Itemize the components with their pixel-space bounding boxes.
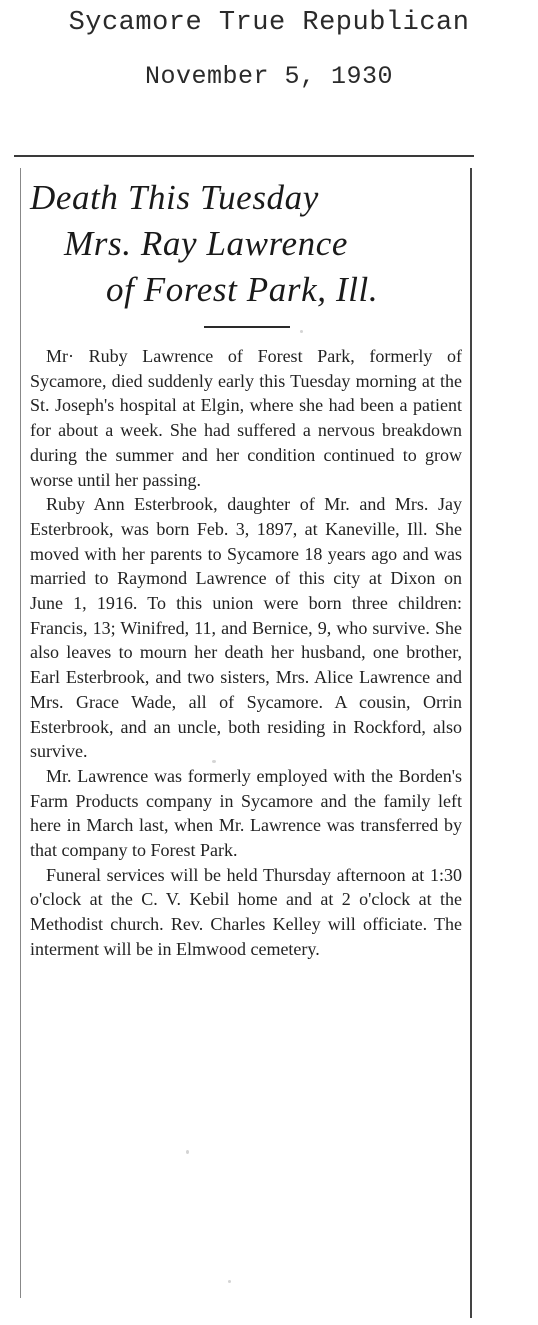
- article-paragraph-1: Mr· Ruby Lawrence of Forest Park, formerly of Sycamore, died suddenly early this Tuesday morning at the St. Joseph's hospital at Elgin, where she had been a patient for about a week. She had suffered a nervous breakdown during the summer and her condition continued to grow worse until her passing.: [30, 346, 462, 490]
- article-paragraph-2: Ruby Ann Esterbrook, daughter of Mr. and Mrs. Jay Esterbrook, was born Feb. 3, 1897, at Kaneville, Ill. She moved with her parents to Sycamore 18 years ago and was married to Raymond Lawrence of this city at Dixon on June 1, 1916. To this union were born three children: Francis, 13; Winifred, 11, and Bernice, 9, who survive. She also leaves to mourn her death her husband, one brother, Earl Esterbrook, and two sisters, Mrs. Alice Lawrence and Mrs. Grace Wade, all of Sycamore. A cousin, Orrin Esterbrook, and an uncle, both residing in Rockford, also survive.: [30, 494, 462, 762]
- clipping-top-border: [14, 155, 474, 157]
- article-paragraph-3: Mr. Lawrence was formerly employed with the Borden's Farm Products company in Sycamore and the family left here in March last, when Mr. Lawrence was transferred by that company to Forest Park.: [30, 765, 462, 861]
- headline-line-1: Death This Tuesday: [30, 178, 319, 217]
- newspaper-name: Sycamore True Republican: [68, 8, 470, 38]
- print-speckle: [186, 1150, 189, 1154]
- print-speckle: [300, 330, 303, 333]
- clipping-left-border: [20, 168, 21, 1298]
- print-speckle: [212, 760, 216, 763]
- headline-line-3: of Forest Park, Ill.: [106, 270, 379, 309]
- clipping-right-border: [470, 168, 472, 1318]
- obituary-article: [30, 344, 462, 962]
- headline-line-2: Mrs. Ray Lawrence: [64, 224, 348, 263]
- publication-date: November 5, 1930: [144, 62, 394, 91]
- print-speckle: [228, 1280, 231, 1283]
- article-paragraph-4: Funeral services will be held Thursday afternoon at 1:30 o'clock at the C. V. Kebil home and at 2 o'clock at the Methodist church. Rev. Charles Kelley will officiate. The interment will be in Elmwood cemetery.: [30, 864, 462, 959]
- headline-divider: [204, 326, 290, 328]
